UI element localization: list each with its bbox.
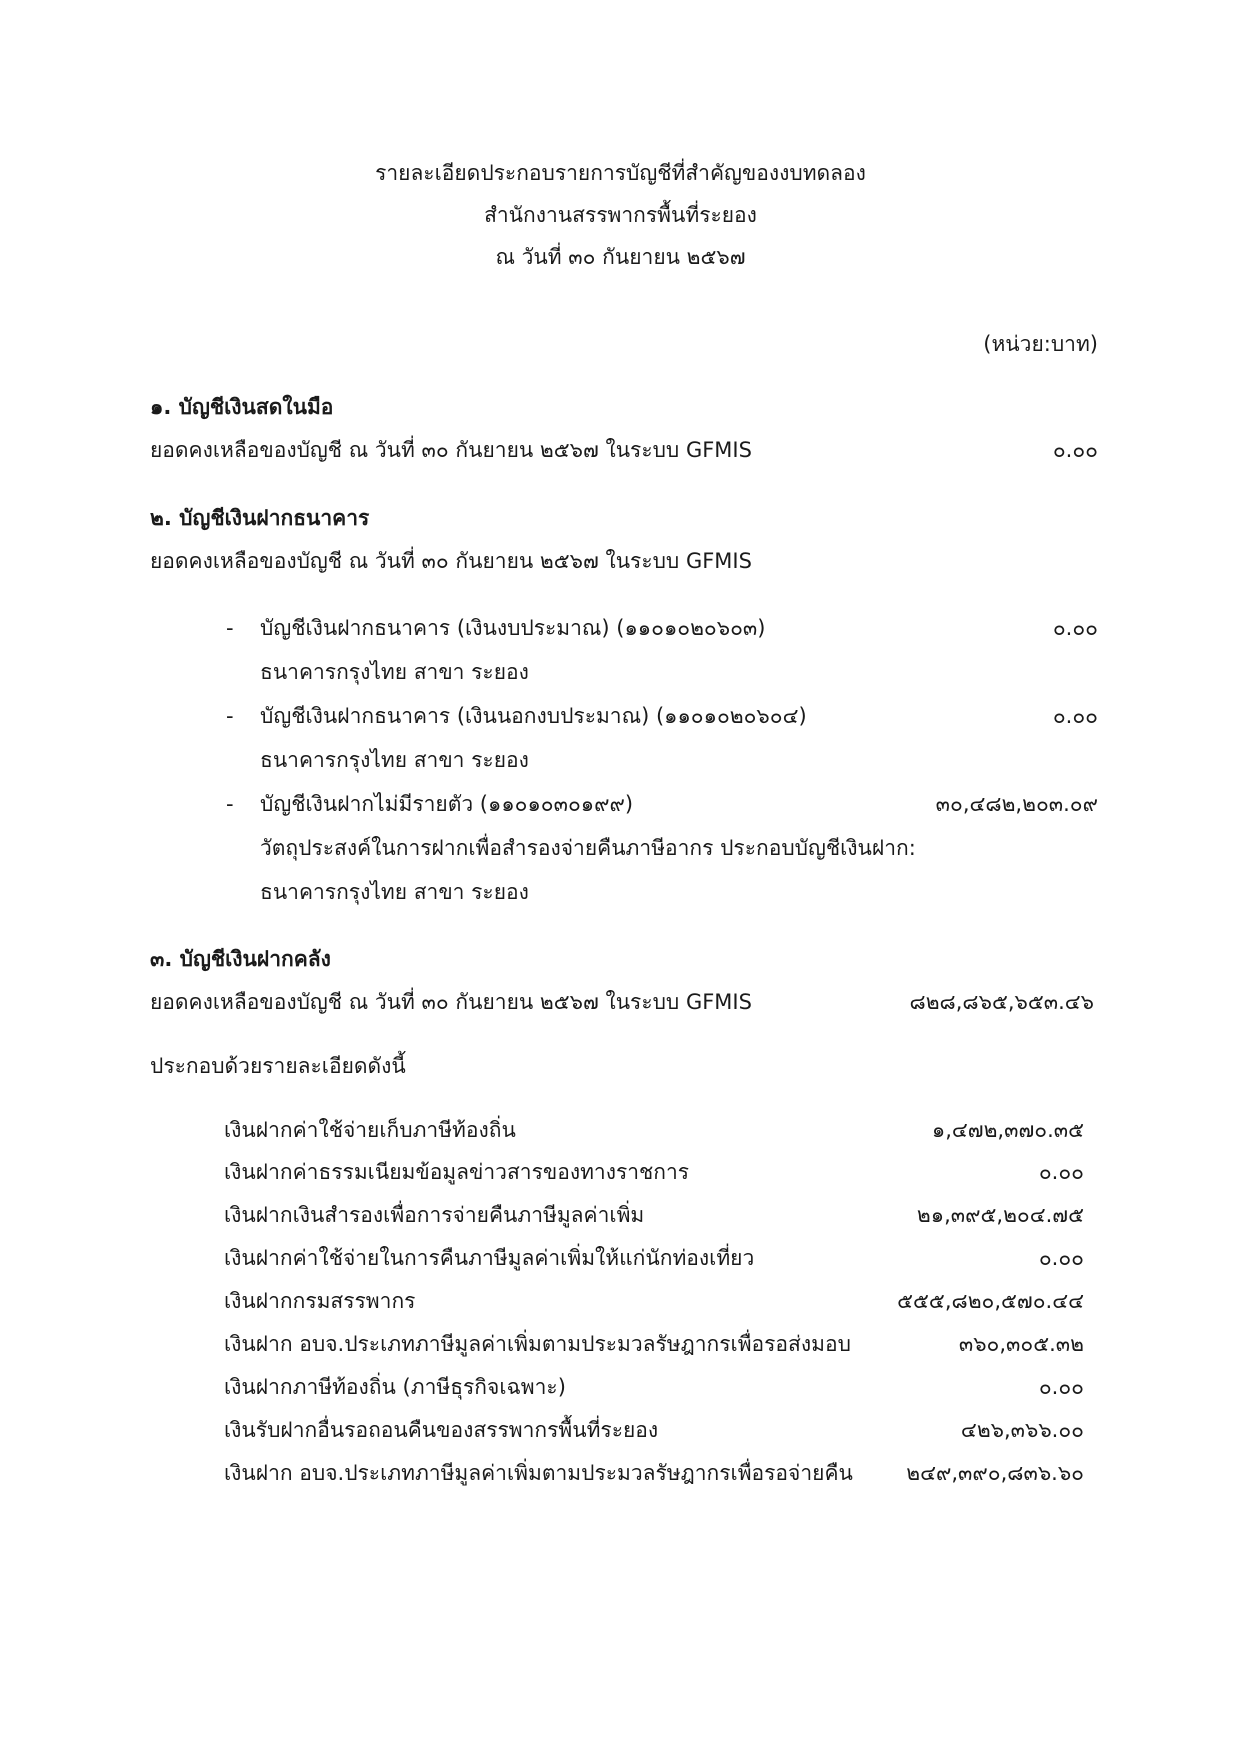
- header-title-2: สำนักงานสรรพากรพื้นที่ระยอง: [484, 203, 757, 227]
- section-2-item-2-amount: ๐.๐๐: [1052, 704, 1098, 728]
- section-1-heading: ๑. บัญชีเงินสดในมือ: [150, 395, 334, 419]
- list-item-label: เงินฝากค่าใช้จ่ายในการคืนภาษีมูลค่าเพิ่มให้แก่นักท่องเที่ยว: [224, 1246, 755, 1270]
- list-item-amount: ๑,๔๗๒,๓๗๐.๓๕: [931, 1118, 1084, 1142]
- section-2-item-3-bank: ธนาคารกรุงไทย สาขา ระยอง: [260, 880, 529, 904]
- document-header: [0, 152, 1241, 278]
- list-item-amount: ๐.๐๐: [1038, 1246, 1084, 1270]
- section-2-item-3-dash: -: [226, 792, 234, 816]
- section-3-balance-label: ยอดคงเหลือของบัญชี ณ วันที่ ๓๐ กันยายน ๒๕๖๗ ในระบบ GFMIS: [150, 990, 752, 1014]
- list-item-label: เงินฝากเงินสำรองเพื่อการจ่ายคืนภาษีมูลค่าเพิ่ม: [224, 1203, 645, 1227]
- section-2-heading: ๒. บัญชีเงินฝากธนาคาร: [150, 506, 370, 530]
- list-item-amount: ๐.๐๐: [1038, 1160, 1084, 1184]
- header-title-3: ณ วันที่ ๓๐ กันยายน ๒๕๖๗: [495, 245, 746, 269]
- section-2-item-2-bank: ธนาคารกรุงไทย สาขา ระยอง: [260, 748, 529, 772]
- list-item-amount: ๒๑,๓๙๕,๒๐๔.๗๕: [916, 1203, 1084, 1227]
- list-item-amount: ๒๔๙,๓๙๐,๘๓๖.๖๐: [906, 1461, 1084, 1485]
- section-2-item-3-amount: ๓๐,๔๘๒,๒๐๓.๐๙: [935, 792, 1098, 816]
- list-item-label: เงินฝากกรมสรรพากร: [224, 1289, 416, 1313]
- list-item-amount: ๔๒๖,๓๖๖.๐๐: [960, 1418, 1084, 1442]
- section-2-item-1-dash: -: [226, 616, 234, 640]
- list-item-amount: ๕๕๕,๘๒๐,๕๗๐.๔๔: [897, 1289, 1084, 1313]
- section-2-item-2-dash: -: [226, 704, 234, 728]
- header-title-1: รายละเอียดประกอบรายการบัญชีที่สำคัญของงบทดลอง: [375, 161, 866, 185]
- section-2-item-3-purpose: วัตถุประสงค์ในการฝากเพื่อสำรองจ่ายคืนภาษีอากร ประกอบบัญชีเงินฝาก:: [260, 836, 916, 860]
- section-3-balance-amount: ๘๒๘,๘๖๕,๖๕๓.๔๖: [909, 990, 1094, 1014]
- unit-label: (หน่วย:บาท): [983, 332, 1098, 356]
- section-1-balance-amount: ๐.๐๐: [1052, 438, 1098, 462]
- section-2-item-1-label: บัญชีเงินฝากธนาคาร (เงินงบประมาณ) (๑๑๐๑๐๒๐๖๐๓): [260, 616, 766, 640]
- list-item-label: เงินฝาก อบจ.ประเภทภาษีมูลค่าเพิ่มตามประมวลรัษฎากรเพื่อรอส่งมอบ: [224, 1332, 851, 1356]
- list-item-label: เงินฝากค่าใช้จ่ายเก็บภาษีท้องถิ่น: [224, 1118, 516, 1142]
- list-item-amount: ๓๖๐,๓๐๕.๓๒: [958, 1332, 1084, 1356]
- section-1-balance-label: ยอดคงเหลือของบัญชี ณ วันที่ ๓๐ กันยายน ๒๕๖๗ ในระบบ GFMIS: [150, 438, 752, 462]
- list-item-label: เงินฝากภาษีท้องถิ่น (ภาษีธุรกิจเฉพาะ): [224, 1375, 566, 1399]
- section-2-item-3-label: บัญชีเงินฝากไม่มีรายตัว (๑๑๐๑๐๓๐๑๙๙): [260, 792, 634, 816]
- list-item-amount: ๐.๐๐: [1038, 1375, 1084, 1399]
- section-2-balance-label: ยอดคงเหลือของบัญชี ณ วันที่ ๓๐ กันยายน ๒๕๖๗ ในระบบ GFMIS: [150, 549, 752, 573]
- section-3-detail-intro: ประกอบด้วยรายละเอียดดังนี้: [150, 1054, 406, 1078]
- section-2-item-1-amount: ๐.๐๐: [1052, 616, 1098, 640]
- list-item-label: เงินฝากค่าธรรมเนียมข้อมูลข่าวสารของทางราชการ: [224, 1160, 690, 1184]
- section-2-item-2-label: บัญชีเงินฝากธนาคาร (เงินนอกงบประมาณ) (๑๑๐๑๐๒๐๖๐๔): [260, 704, 807, 728]
- section-3-heading: ๓. บัญชีเงินฝากคลัง: [150, 947, 331, 971]
- section-2-item-1-bank: ธนาคารกรุงไทย สาขา ระยอง: [260, 660, 529, 684]
- list-item-label: เงินรับฝากอื่นรอถอนคืนของสรรพากรพื้นที่ระยอง: [224, 1418, 659, 1442]
- list-item-label: เงินฝาก อบจ.ประเภทภาษีมูลค่าเพิ่มตามประมวลรัษฎากรเพื่อรอจ่ายคืน: [224, 1461, 853, 1485]
